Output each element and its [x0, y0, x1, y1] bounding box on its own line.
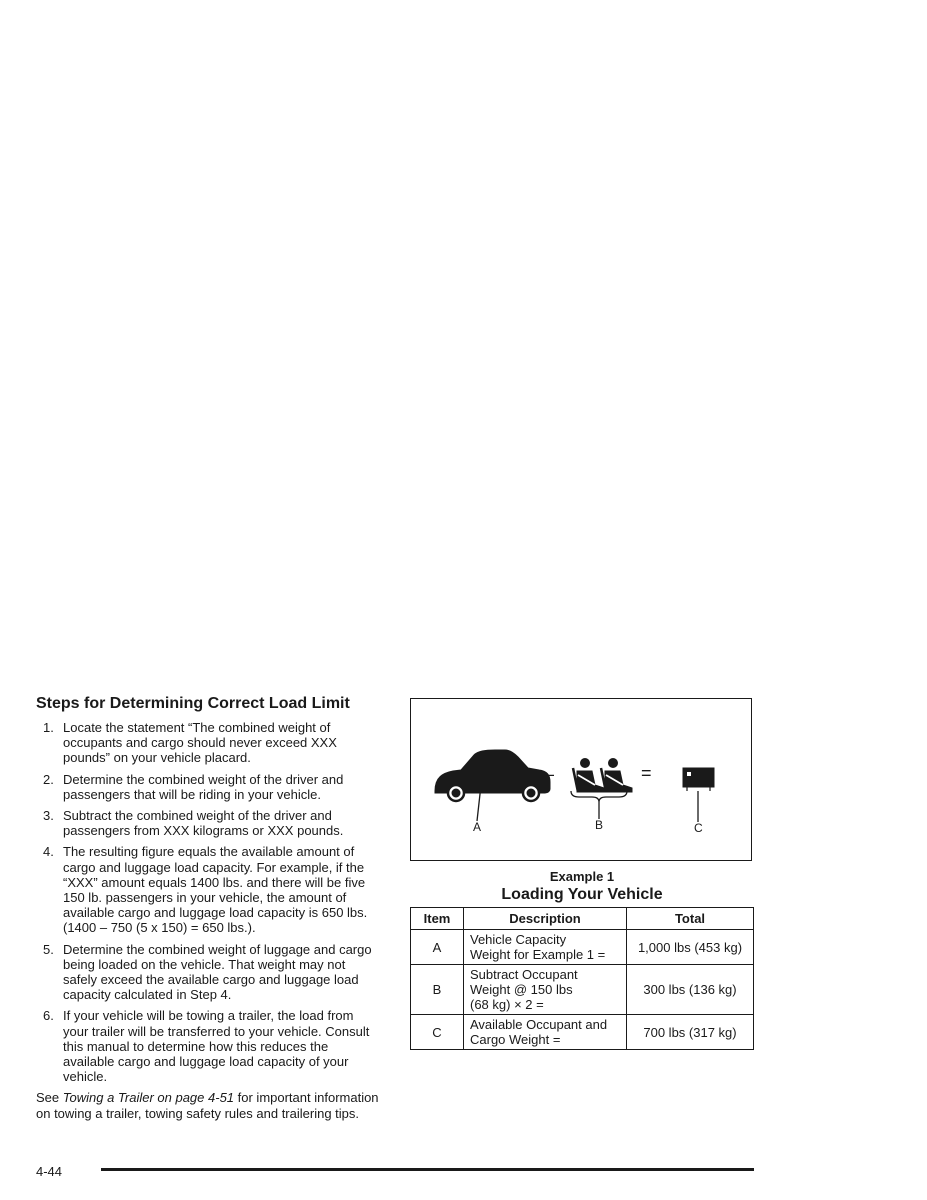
equals-operator: =	[641, 763, 652, 783]
column-header-item: Item	[411, 908, 464, 930]
step-text: The resulting figure equals the available amount of cargo and luggage load capacity. For example, if the “XXX” amount equals 1400 lbs. and there will be five 150 lb. passengers in your vehicle, the amount of available cargo and luggage load capacity is 650 lbs. (1400 – 750 (5 x 150) = 650 lbs.).	[63, 844, 368, 936]
section-heading: Steps for Determining Correct Load Limit	[36, 695, 350, 712]
description-line: Subtract Occupant	[470, 967, 578, 982]
list-item	[36, 772, 381, 802]
seatbelt-occupant-icon	[573, 759, 604, 793]
label-a: A	[473, 820, 482, 834]
seatbelt-occupant-icon	[601, 759, 632, 793]
page-number: 4-44	[36, 1164, 63, 1179]
footer-rule	[101, 1168, 754, 1171]
list-item	[36, 808, 381, 838]
step-text: If your vehicle will be towing a trailer, the load from your trailer will be transferred to your vehicle. Consult this manual to determine how this reduces the available cargo and luggage load capacity of your vehicle.	[63, 1008, 370, 1085]
see-also-paragraph	[36, 1090, 381, 1120]
cell-item: C	[411, 1015, 464, 1050]
figure-caption-example: Example 1	[549, 869, 615, 884]
label-c: C	[694, 821, 703, 835]
cell-description	[464, 1015, 627, 1050]
description-line: Available Occupant and	[470, 1017, 608, 1032]
figure-illustration	[411, 699, 753, 862]
cargo-box-icon	[683, 768, 714, 822]
step-number: 3.	[43, 808, 54, 824]
cell-total: 1,000 lbs (453 kg)	[627, 930, 754, 965]
step-text: Locate the statement “The combined weight of occupants and cargo should never exceed XXX pounds” on your vehicle placard.	[63, 720, 337, 766]
step-number: 6.	[43, 1008, 54, 1024]
step-number: 1.	[43, 720, 54, 735]
minus-operator: –	[544, 764, 555, 784]
description-line: Vehicle Capacity	[470, 932, 567, 947]
description-line: Cargo Weight =	[470, 1032, 561, 1047]
cell-description	[464, 965, 627, 1015]
column-header-description: Description	[464, 908, 627, 930]
description-line: Weight @ 150 lbs	[470, 982, 573, 997]
loading-table	[410, 907, 754, 1050]
table-row	[411, 1015, 754, 1050]
step-text: Determine the combined weight of luggage and cargo being loaded on the vehicle. That weight may not safely exceed the available cargo and luggage load capacity calculated in Step 4.	[63, 941, 372, 1003]
list-item	[36, 720, 381, 766]
list-item	[36, 844, 381, 935]
see-prefix: See	[36, 1090, 63, 1106]
see-suffix: for important information on towing a trailer, towing safety rules and trailering tips.	[36, 1090, 379, 1121]
figure-caption-title: Loading Your Vehicle	[501, 886, 663, 903]
load-limit-section	[36, 694, 381, 1121]
step-number: 4.	[43, 844, 54, 860]
description-line: (68 kg) × 2 =	[470, 997, 544, 1012]
step-text: Determine the combined weight of the driver and passengers that will be riding in your vehicle.	[63, 771, 344, 802]
cell-description	[464, 930, 627, 965]
cross-reference-link[interactable]: Towing a Trailer on page 4-51	[62, 1090, 235, 1106]
table-header-row	[411, 908, 754, 930]
car-icon	[435, 750, 550, 821]
column-header-total: Total	[627, 908, 754, 930]
step-text: Subtract the combined weight of the driver and passengers from XXX kilograms or XXX pounds.	[63, 808, 344, 839]
description-line: Weight for Example 1 =	[470, 947, 606, 962]
cell-total: 300 lbs (136 kg)	[627, 965, 754, 1015]
label-b: B	[595, 818, 604, 832]
table-row	[411, 965, 754, 1015]
loading-figure	[410, 698, 752, 861]
cell-item: A	[411, 930, 464, 965]
step-number: 5.	[43, 941, 54, 957]
steps-list	[36, 720, 381, 1084]
list-item	[36, 1008, 381, 1084]
brace-shape	[571, 791, 627, 802]
list-item	[36, 942, 381, 1003]
cell-total: 700 lbs (317 kg)	[627, 1015, 754, 1050]
table-row	[411, 930, 754, 965]
cell-item: B	[411, 965, 464, 1015]
step-number: 2.	[43, 771, 54, 787]
